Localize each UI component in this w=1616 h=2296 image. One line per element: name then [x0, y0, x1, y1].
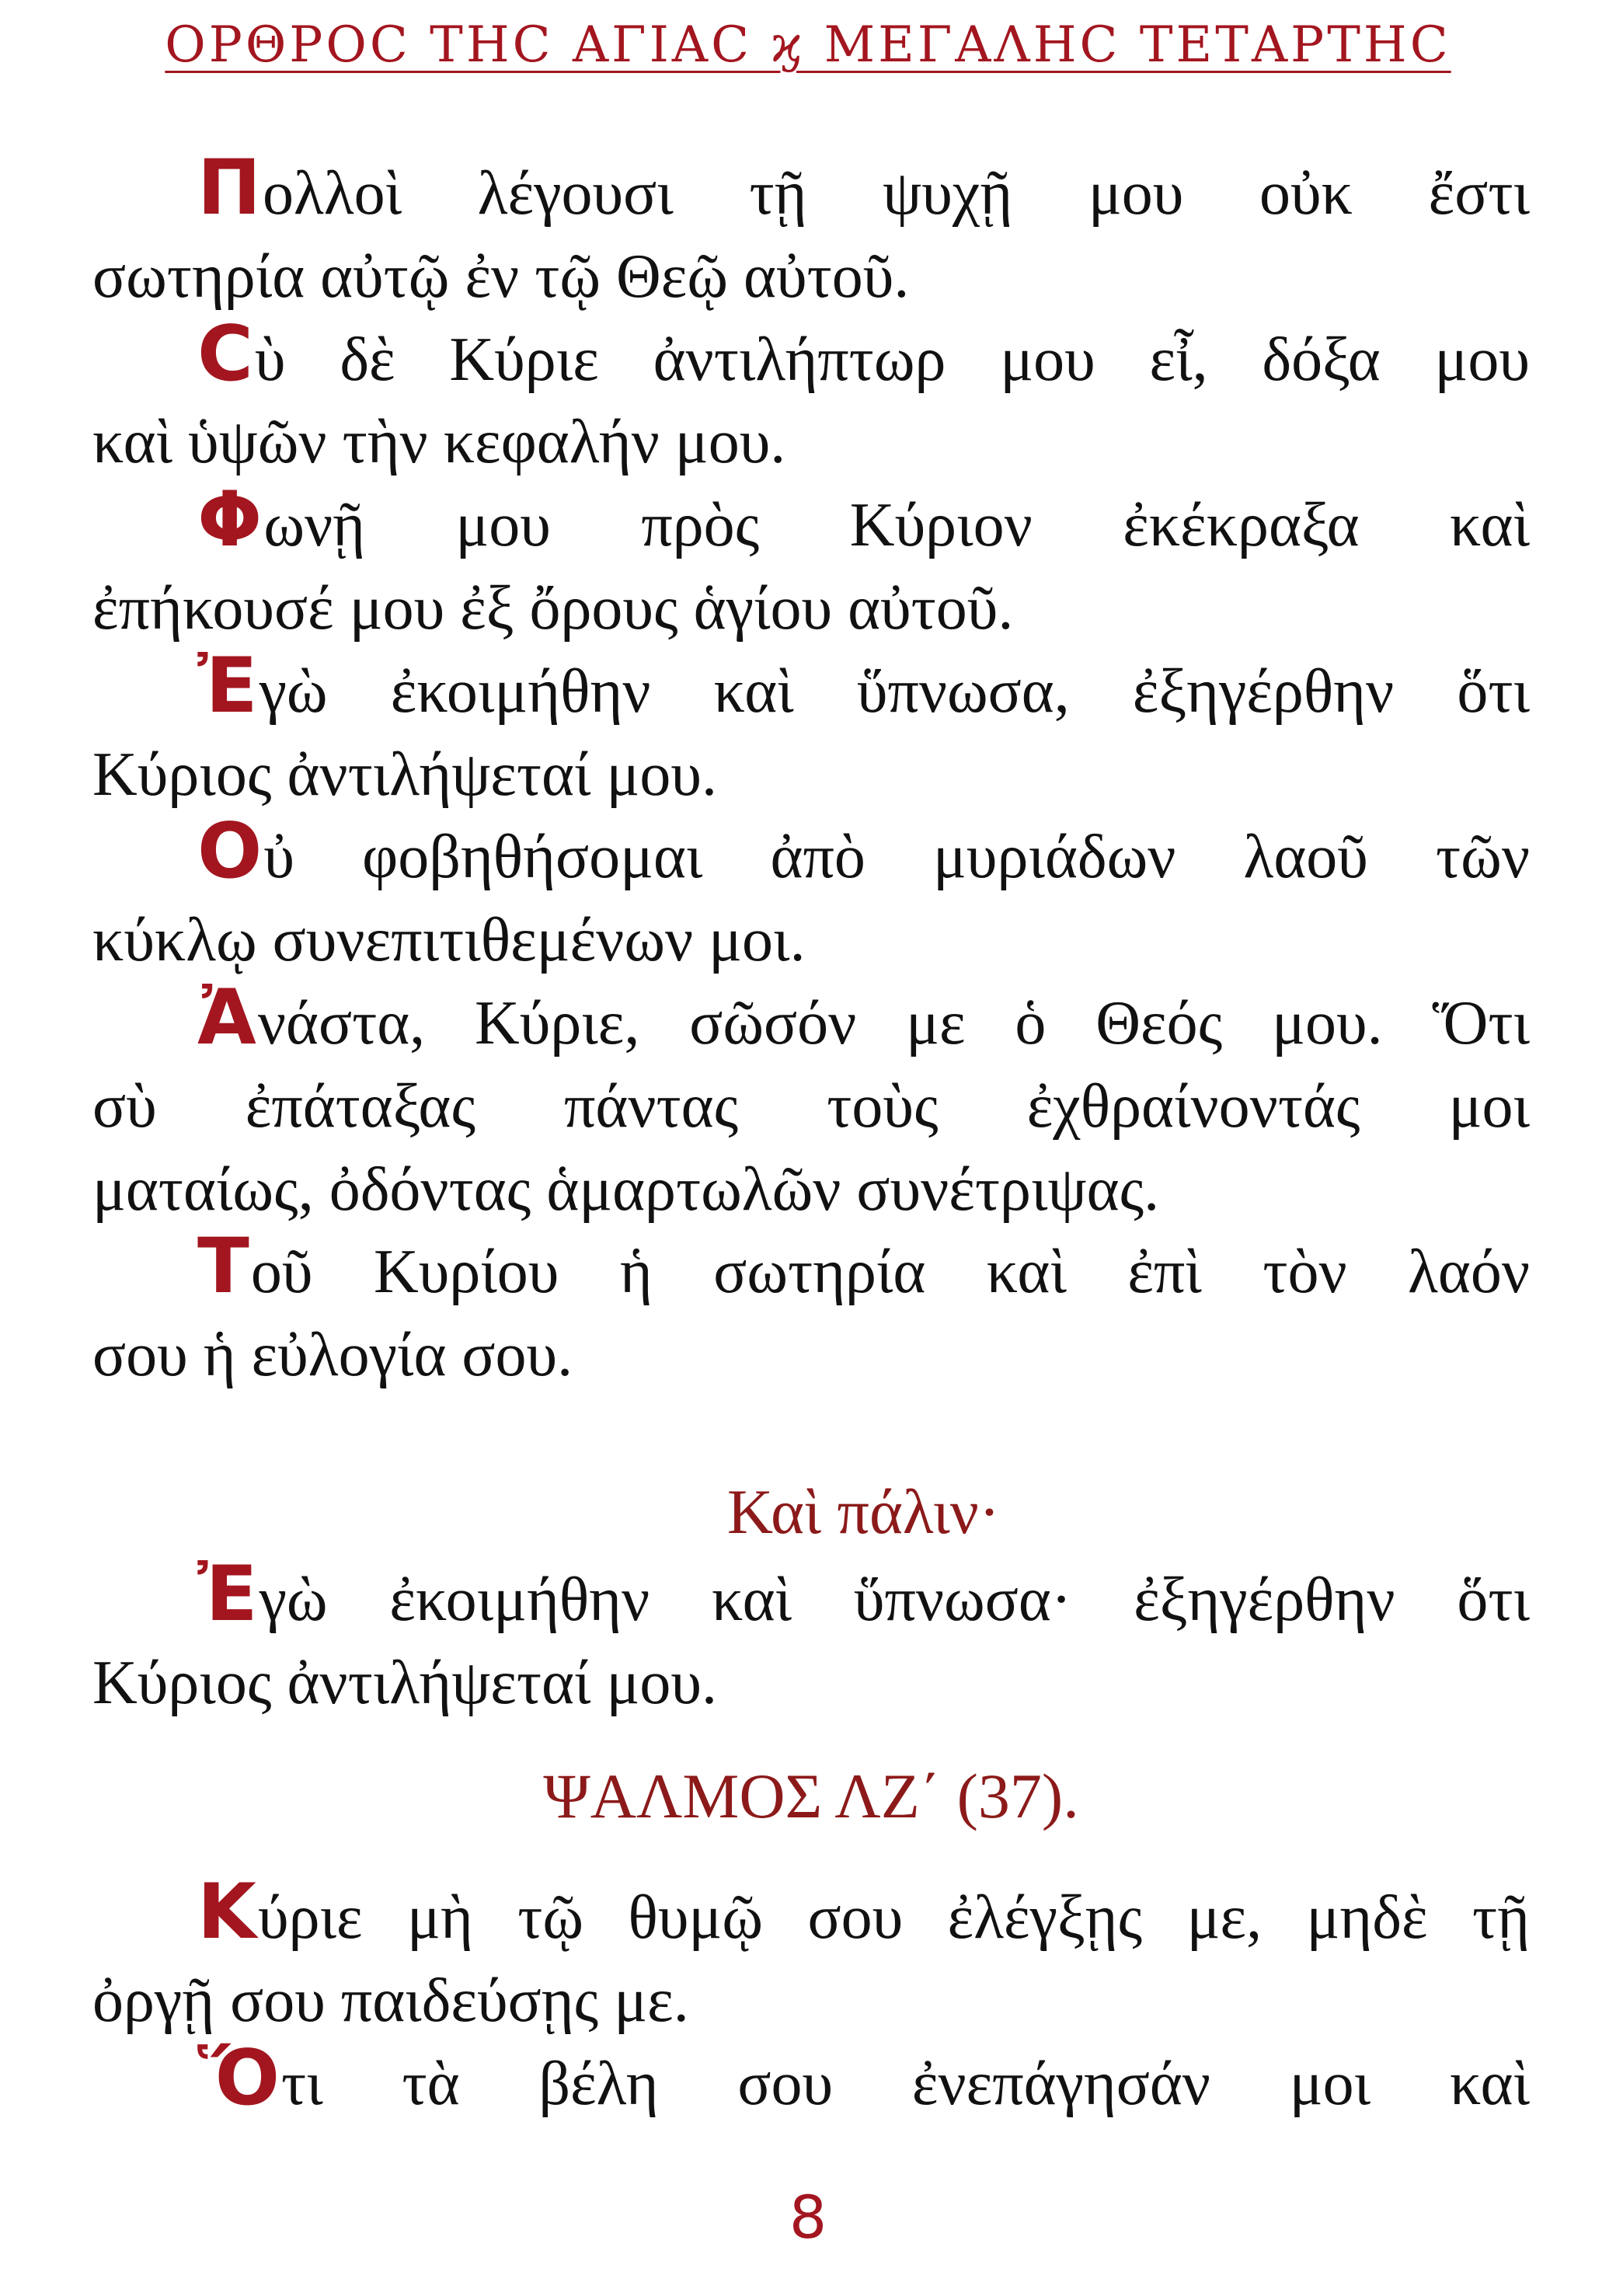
- repeated-verse: [92, 1550, 1530, 1725]
- page-header: [0, 12, 1616, 78]
- verse-text: ολλοὶ λέγουσι τῇ ψυχῇ μου οὐκ ἔστι: [263, 159, 1530, 228]
- drop-initial: Φ: [197, 476, 263, 565]
- verse-line: [92, 899, 1530, 982]
- verse-text: ὀργῇ σου παιδεύσῃς με.: [92, 1966, 689, 2035]
- verse-text: ἐπήκουσέ μου ἐξ ὄρους ἁγίου αὐτοῦ.: [92, 573, 1014, 643]
- drop-initial: Ἐ: [197, 1550, 258, 1639]
- verse-text: ὺ δὲ Κύριε ἀντιλήπτωρ μου εἶ, δόξα μου: [254, 325, 1530, 394]
- verse-text: σὺ ἐπάταξας πάντας τοὺς ἐχθραίνοντάς μοι: [92, 1071, 1530, 1141]
- verse-line: [92, 309, 1530, 402]
- verse-text: τι τὰ βέλη σου ἐνεπάγησάν μοι καὶ: [281, 2049, 1530, 2118]
- verse-line: [92, 807, 1530, 899]
- verse-line: [92, 973, 1530, 1065]
- verse-text: Κύριος ἀντιλήψεταί μου.: [92, 740, 717, 809]
- drop-initial: Κ: [197, 1868, 256, 1956]
- psalm-heading: ΨΑΛΜΟΣ ΛΖ΄ (37).: [543, 1761, 1079, 1831]
- drop-initial: Ϲ: [197, 309, 253, 399]
- page-header-title: ΟΡΘΡΟϹ ΤΗϹ ΑΓΙΑϹ ϗ ΜΕΓΑΛΗϹ ΤΕΤΑΡΤΗϹ: [165, 16, 1451, 74]
- page-number: 8: [789, 2183, 827, 2252]
- verse-text: ωνῇ μου πρὸς Κύριον ἐκέκραξα καὶ: [263, 491, 1530, 560]
- verse-line: [92, 567, 1530, 650]
- verse-line: [92, 1222, 1530, 1314]
- verse-line: [92, 2033, 1530, 2126]
- verse-4: [92, 641, 1530, 817]
- verse-text: καὶ ὑψῶν τὴν κεφαλήν μου.: [92, 408, 786, 477]
- verse-text: νάστα, Κύριε, σῶσόν με ὁ Θεός μου. Ὅτι: [257, 988, 1530, 1057]
- verse-6: [92, 973, 1530, 1231]
- verse-line: [92, 733, 1530, 817]
- verse-line: [92, 1065, 1530, 1148]
- verse-text: σωτηρία αὐτῷ ἐν τῷ Θεῷ αὐτοῦ.: [92, 242, 910, 311]
- verse-line: [92, 1642, 1530, 1725]
- verse-line: [92, 144, 1530, 235]
- verse-line: [92, 1314, 1530, 1397]
- verse-2: [92, 309, 1530, 485]
- verse-5: [92, 807, 1530, 982]
- verse-text: ύριε μὴ τῷ θυμῷ σου ἐλέγξῃς με, μηδὲ τῇ: [257, 1883, 1530, 1952]
- psalm-verses: [92, 1868, 1530, 2125]
- verse-text: σου ἡ εὐλογία σου.: [92, 1321, 573, 1390]
- drop-initial: Ὅ: [197, 2033, 280, 2123]
- verse-line: [92, 1960, 1530, 2043]
- verse-line: [92, 235, 1530, 319]
- verse-text: γὼ ἐκοιμήθην καὶ ὕπνωσα· ἐξηγέρθην ὅτι: [259, 1566, 1530, 1634]
- verse-1: [92, 144, 1530, 319]
- drop-initial: Ο: [197, 807, 263, 897]
- drop-initial: Ἀ: [197, 973, 256, 1062]
- verse-line: [92, 401, 1530, 484]
- drop-initial: Π: [197, 144, 262, 232]
- opening-verses: [92, 144, 1530, 1397]
- verse-9: [92, 1868, 1530, 2043]
- drop-initial: Ἐ: [197, 641, 258, 730]
- verse-text: γὼ ἐκοιμήθην καὶ ὕπνωσα, ἐξηγέρθην ὅτι: [259, 657, 1530, 726]
- verse-line: [92, 476, 1530, 567]
- verse-10: [92, 2033, 1530, 2126]
- verse-text: ματαίως, ὀδόντας ἁμαρτωλῶν συνέτριψας.: [92, 1155, 1160, 1224]
- verse-7: [92, 1222, 1530, 1397]
- verse-text: οῦ Κυρίου ἡ σωτηρία καὶ ἐπὶ τὸν λαόν: [250, 1238, 1530, 1307]
- verse-text: κύκλῳ συνεπιτιθεμένων μοι.: [92, 906, 806, 975]
- kai-palin-heading: Καὶ πάλιν·: [726, 1476, 1001, 1547]
- verse-3: [92, 476, 1530, 650]
- verse-8: [92, 1550, 1530, 1725]
- verse-line: [92, 1868, 1530, 1960]
- verse-text: ὐ φοβηθήσομαι ἀπὸ μυριάδων λαοῦ τῶν: [263, 823, 1530, 892]
- verse-line: [92, 641, 1530, 733]
- drop-initial: Τ: [197, 1222, 249, 1312]
- verse-text: Κύριος ἀντιλήψεταί μου.: [92, 1648, 717, 1717]
- verse-line: [92, 1550, 1530, 1642]
- verse-line: [92, 1148, 1530, 1232]
